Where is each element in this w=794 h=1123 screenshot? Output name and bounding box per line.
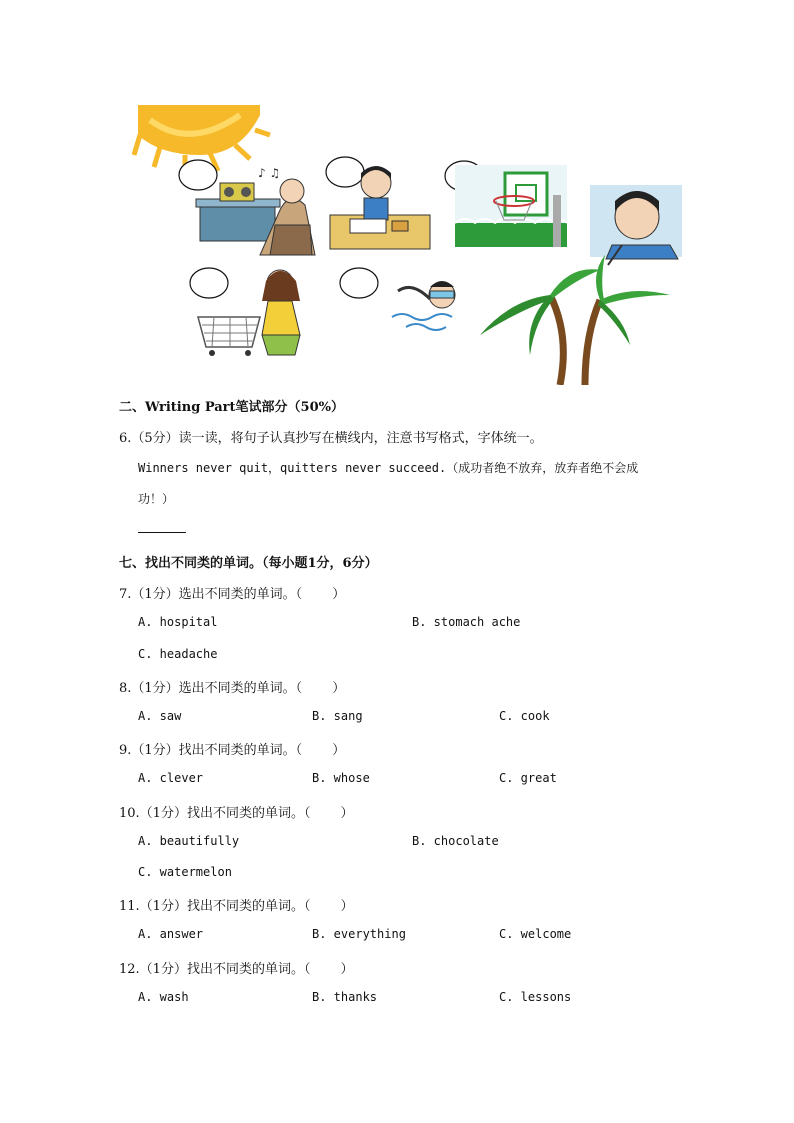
question-7-option-a[interactable]: A. hospital [138,615,218,629]
question-9-stem: 9.（1分）找出不同类的单词。（ ） [119,743,346,758]
question-11-stem: 11.（1分）找出不同类的单词。（ ） [119,899,354,914]
question-9-option-c[interactable]: C. great [499,771,557,785]
answer-circle-4[interactable] [190,268,228,298]
boy-thinking-image [590,185,682,265]
question-12-option-c[interactable]: C. lessons [499,990,572,1004]
question-11-option-c[interactable]: C. welcome [499,927,572,941]
section-title-odd-word: 七、找出不同类的单词。（每小题1分，6分） [119,556,378,571]
svg-text:♪ ♫: ♪ ♫ [258,166,281,180]
basketball-hoop-image [455,165,567,247]
palm-tree-image [480,255,670,385]
question-7-stem: 7.（1分）选出不同类的单词。（ ） [119,587,346,602]
question-12-option-a[interactable]: A. wash [138,990,189,1004]
question-10-option-b[interactable]: B. chocolate [412,834,499,848]
section-title-writing: 二、Writing Part笔试部分（50%） [119,400,344,415]
swimmer-image [392,281,455,330]
question-8-option-b[interactable]: B. sang [312,709,363,723]
question-6-sentence-line2: 功！） [138,492,175,506]
question-6-sentence-line1: Winners never quit，quitters never succeed.（成功者绝不放弃，放弃者绝不会成 [138,461,639,475]
answer-line[interactable] [138,532,186,533]
answer-circle-2[interactable] [326,157,364,187]
question-8-option-c[interactable]: C. cook [499,709,550,723]
question-9-option-a[interactable]: A. clever [138,771,204,785]
question-7-option-c[interactable]: C. headache [138,647,218,661]
question-9-option-b[interactable]: B. whose [312,771,370,785]
question-8-option-a[interactable]: A. saw [138,709,182,723]
question-10-option-a[interactable]: A. beautifully [138,834,240,848]
question-11-option-a[interactable]: A. answer [138,927,204,941]
question-12-stem: 12.（1分）找出不同类的单词。（ ） [119,962,354,977]
question-6-stem: 6.（5分）读一读，将句子认真抄写在横线内，注意书写格式，字体统一。 [119,431,543,446]
answer-circle-1[interactable] [179,160,217,190]
answer-circle-5[interactable] [340,268,378,298]
question-10-option-c[interactable]: C. watermelon [138,865,232,879]
question-8-stem: 8.（1分）选出不同类的单词。（ ） [119,681,346,696]
question-11-option-b[interactable]: B. everything [312,927,406,941]
question-7-option-b[interactable]: B. stomach ache [412,615,521,629]
question-10-stem: 10.（1分）找出不同类的单词。（ ） [119,806,354,821]
question-12-option-b[interactable]: B. thanks [312,990,378,1004]
illustration-panel [130,95,690,385]
